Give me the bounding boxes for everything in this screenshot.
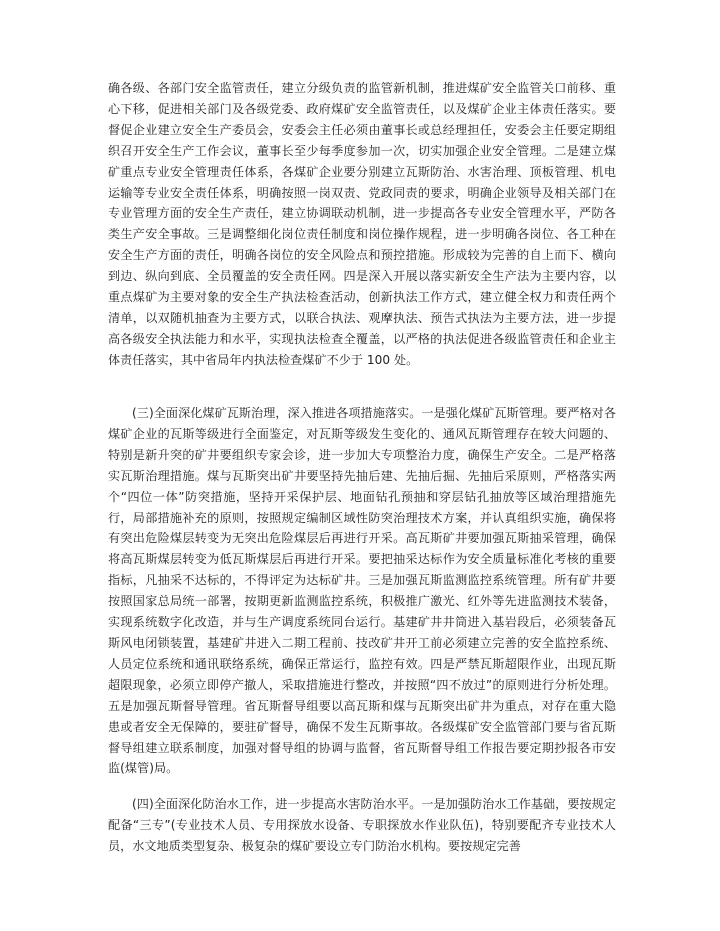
body-paragraph-3: (四)全面深化防治水工作，进一步提高水害防治水平。一是加强防治水工作基础，要按规定配备“三专”(专业技术人员、专用探放水设备、专职探放水作业队伍)，特别要配齐专业技术人员，水文地质类型复杂、极复杂的煤矿要设立专门防治水机构。要按规定完善 [108, 797, 616, 853]
body-paragraph-2: (三)全面深化煤矿瓦斯治理，深入推进各项措施落实。一是强化煤矿瓦斯管理。要严格对各煤矿企业的瓦斯等级进行全面鉴定，对瓦斯等级发生变化的、通风瓦斯管理存在较大问题的、特别是新升突的矿井要组织专家会诊，进一步加大专项整治力度，确保生产安全。二是严格落实瓦斯治理措施。煤与瓦斯突出矿井要坚持先抽后建、先抽后掘、先抽后采原则，严格落实两个“四位一体”防突措施，坚持开采保护层、地面钻孔预抽和穿层钻孔抽放等区域治理措施先行，局部措施补充的原则，按照规定编制区域性防突治理技术方案，并认真组织实施，确保将有突出危险煤层转变为无突出危险煤层后再进行开采。高瓦斯矿井要加强瓦斯抽采管理，确保将高瓦斯煤层转变为低瓦斯煤层后再进行开采。要把抽采达标作为安全质量标准化考核的重要指标，凡抽采不达标的，不得评定为达标矿井。三是加强瓦斯监测监控系统管理。所有矿井要按照国家总局统一部署，按期更新监测监控系统，积极推广激光、红外等先进监测技术装备，实现系统数字化改造，并与生产调度系统同台运行。基建矿井井筒进入基岩段后，必须装备瓦斯风电闭锁装置，基建矿井进入二期工程前、技改矿井开工前必须建立完善的安全监控系统、人员定位系统和通讯联络系统，确保正常运行，监控有效。四是严禁瓦斯超限作业，出现瓦斯超限现象，必须立即停产撤人，采取措施进行整改，并按照“四不放过”的原则进行分析处理。五是加强瓦斯督导管理。省瓦斯督导组要以高瓦斯和煤与瓦斯突出矿井为重点，对存在重大隐患或者安全无保障的，要驻矿督导，确保不发生瓦斯事故。各级煤矿安全监管部门要与省瓦斯督导组建立联系制度，加强对督导组的协调与监督，省瓦斯督导组工作报告要定期抄报各市安监(煤管)局。 [108, 406, 616, 776]
body-paragraph-1: 确各级、各部门安全监管责任，建立分级负责的监管新机制，推进煤矿安全监管关口前移、重心下移，促进相关部门及各级党委、政府煤矿安全监管责任，以及煤矿企业主体责任落实。要督促企业建立安全生产委员会，安委会主任必须由董事长或总经理担任，安委会主任要定期组织召开安全生产工作会议，董事长至少每季度参加一次，切实加强企业安全管理。二是建立煤矿重点专业安全管理责任体系，各煤矿企业要分别建立瓦斯防治、水害治理、顶板管理、机电运输等专业安全责任体系，明确按照一岗双责、党政同责的要求，明确企业领导及相关部门在专业管理方面的安全生产责任，建立协调联动机制，进一步提高各专业安全管理水平，严防各类生产安全事故。三是调整细化岗位责任制度和岗位操作规程，进一步明确各岗位、各工种在安全生产方面的责任，明确各岗位的安全风险点和预控措施。形成较为完善的自上而下、横向到边、纵向到底、全员覆盖的安全责任网。四是深入开展以落实新安全生产法为主要内容，以重点煤矿为主要对象的安全生产执法检查活动，创新执法工作方式，建立健全权力和责任两个清单，以双随机抽查为主要方式，以联合执法、观摩执法、预告式执法为主要方法，进一步提高各级安全执法能力和水平，实现执法检查全覆盖，以严格的执法促进各级监管责任和企业主体责任落实，其中省局年内执法检查煤矿不少于 100 处。 [108, 81, 616, 367]
